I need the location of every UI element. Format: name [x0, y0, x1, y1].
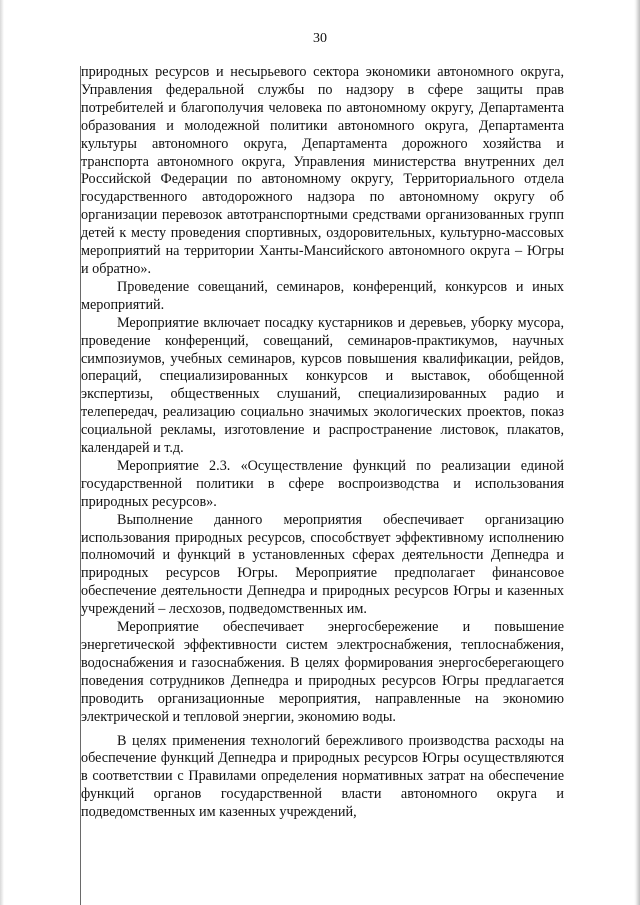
scan-shadow-left: [0, 0, 4, 905]
paragraph-meetings: Проведение совещаний, семинаров, конференций, конкурсов и иных мероприятий.: [81, 278, 564, 313]
scan-shadow-right: [634, 0, 640, 905]
page-number: 30: [313, 31, 327, 46]
paragraph-measure-2-3: Мероприятие 2.3. «Осуществление функций по реализации единой государственной политики в сфере воспроизводства и использования природных ресурсов».: [81, 457, 564, 510]
paragraph-event-includes: Мероприятие включает посадку кустарников и деревьев, уборку мусора, проведение конференций, совещаний, семинаров-практикумов, научных симпозиумов, учебных семинаров, курсов повышения квалификации, рейдов, операций, специализированных конкурсов и выставок, обобщенной экспертизы, общественных слушаний, специализированных радио и телепередач, реализацию социально значимых экологических проектов, показ социальной рекламы, изготовление и распространение листовок, плакатов, календарей и т.д.: [81, 314, 564, 457]
document-body: [81, 64, 564, 822]
paragraph-energy-saving: Мероприятие обеспечивает энергосбережение и повышение энергетической эффективности систем электроснабжения, теплоснабжения, водоснабжения и газоснабжения. В целях формирования энергосберегающего поведения сотрудников Депнедра и природных ресурсов Югры предлагается проводить организационные мероприятия, направленные на экономию электрической и тепловой энергии, экономию воды.: [81, 619, 564, 725]
paragraph-continuation: природных ресурсов и несырьевого сектора экономики автономного округа, Управления федеральной службы по надзору в сфере защиты прав потребителей и благополучия человека по автономному округу, Департамента образования и молодежной политики автономного округа, Департамента культуры автономного округа, Департамента дорожного хозяйства и транспорта автономного округа, Управления министерства внутренних дел Российской Федерации по автономному округу, Территориального отдела государственного автодорожного надзора по автономному округу об организации перевозок автотранспортными средствами организованных групп детей к месту проведения спортивных, оздоровительных, культурно-массовых мероприятий на территории Ханты-Мансийского автономного округа – Югры и обратно».: [81, 64, 564, 277]
paragraph-lean-production: В целях применения технологий бережливого производства расходы на обеспечение функций Депнедра и природных ресурсов Югры осуществляются в соответствии с Правилами определения нормативных затрат на обеспечение функций органов государственной власти автономного округа и подведомственных им казенных учреждений,: [81, 732, 564, 821]
paragraph-implementation: Выполнение данного мероприятия обеспечивает организацию использования природных ресурсов, способствует эффективному исполнению полномочий и функций в установленных сферах деятельности Депнедра и природных ресурсов Югры. Мероприятие предполагает финансовое обеспечение деятельности Депнедра и природных ресурсов Югры и казенных учреждений – лесхозов, подведомственных им.: [81, 511, 564, 618]
